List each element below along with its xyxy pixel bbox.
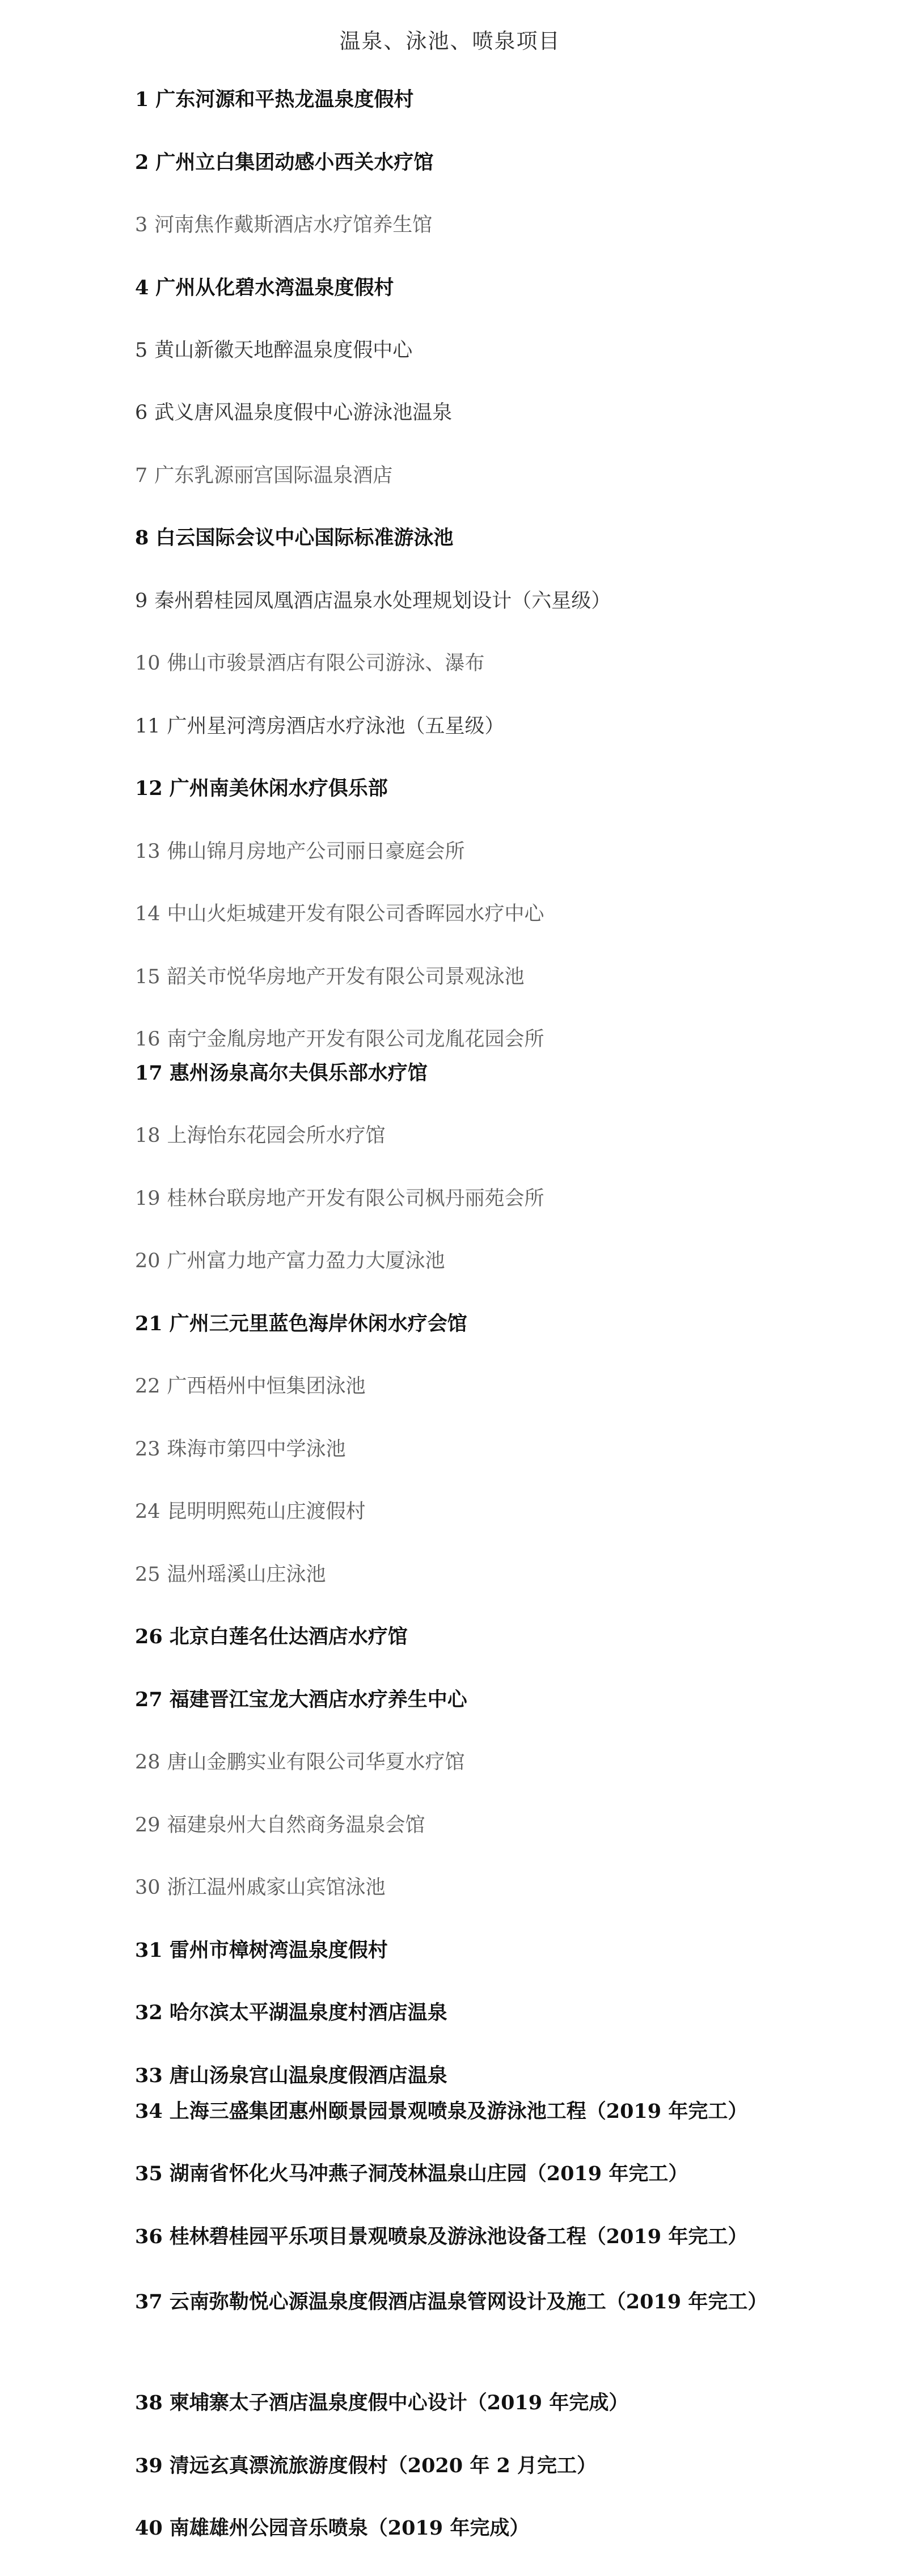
item-number: 12 xyxy=(135,777,163,800)
item-number: 17 xyxy=(135,1061,163,1085)
item-number: 2 xyxy=(135,151,149,174)
item-number: 26 xyxy=(135,1625,163,1648)
list-item xyxy=(135,1625,408,1649)
list-item xyxy=(135,401,452,425)
item-text: 唐山汤泉宫山温泉度假酒店温泉 xyxy=(169,2064,447,2087)
list-item xyxy=(135,1312,467,1336)
item-text: 白云国际会议中心国际标准游泳池 xyxy=(155,526,454,549)
item-text: 武义唐风温泉度假中心游泳池温泉 xyxy=(154,401,453,424)
list-item xyxy=(135,1813,425,1837)
list-item xyxy=(135,1187,544,1211)
item-text: 北京白莲名仕达酒店水疗馆 xyxy=(169,1625,408,1648)
page-title: 温泉、泳池、喷泉项目 xyxy=(339,29,561,53)
item-number: 20 xyxy=(135,1250,160,1272)
item-number: 33 xyxy=(135,2064,163,2087)
item-text: 柬埔寨太子酒店温泉度假中心设计（2019 年完成） xyxy=(169,2391,629,2414)
item-number: 36 xyxy=(135,2225,163,2248)
item-number: 28 xyxy=(135,1751,160,1774)
list-item xyxy=(135,777,388,801)
list-item xyxy=(135,526,453,550)
list-item xyxy=(135,2516,529,2540)
item-number: 15 xyxy=(135,966,160,988)
item-number: 22 xyxy=(135,1375,160,1398)
list-item xyxy=(135,2100,747,2124)
list-item xyxy=(135,2064,447,2088)
item-number: 9 xyxy=(135,590,148,612)
item-number: 35 xyxy=(135,2162,163,2185)
item-number: 32 xyxy=(135,2001,163,2024)
item-text: 温州瑶溪山庄泳池 xyxy=(167,1563,326,1586)
list-item xyxy=(135,589,611,613)
item-text: 河南焦作戴斯酒店水疗馆养生馆 xyxy=(154,214,433,236)
item-text: 黄山新徽天地醉温泉度假中心 xyxy=(154,339,413,362)
list-item xyxy=(135,652,485,675)
list-item xyxy=(135,1876,386,1900)
item-text: 佛山锦月房地产公司丽日豪庭会所 xyxy=(167,840,465,863)
item-text: 唐山金鹏实业有限公司华夏水疗馆 xyxy=(167,1751,465,1774)
list-item xyxy=(135,1688,467,1712)
list-item xyxy=(135,2391,628,2415)
item-number: 37 xyxy=(135,2290,163,2313)
item-number: 39 xyxy=(135,2454,163,2477)
item-text: 雷州市樟树湾温泉度假村 xyxy=(169,1939,388,1962)
item-text: 桂林碧桂园平乐项目景观喷泉及游泳池设备工程（2019 年完工） xyxy=(169,2225,748,2248)
list-item xyxy=(135,2162,688,2186)
item-text: 云南弥勒悦心源温泉度假酒店温泉管网设计及施工（2019 年完工） xyxy=(169,2290,768,2313)
list-item xyxy=(135,88,413,112)
item-text: 福建晋江宝龙大酒店水疗养生中心 xyxy=(169,1688,467,1711)
item-number: 25 xyxy=(135,1563,160,1586)
item-number: 8 xyxy=(135,526,149,549)
item-number: 18 xyxy=(135,1124,160,1147)
list-item xyxy=(135,1124,386,1148)
item-text: 浙江温州戚家山宾馆泳池 xyxy=(167,1876,386,1899)
item-number: 27 xyxy=(135,1688,163,1711)
item-text: 南宁金胤房地产开发有限公司龙胤花园会所 xyxy=(167,1028,544,1051)
item-number: 3 xyxy=(135,214,148,236)
item-text: 广西梧州中恒集团泳池 xyxy=(167,1375,366,1398)
item-number: 11 xyxy=(135,715,160,738)
list-item xyxy=(135,2001,447,2025)
item-number: 40 xyxy=(135,2516,163,2540)
list-item xyxy=(135,714,505,738)
item-number: 31 xyxy=(135,1939,163,1962)
list-item xyxy=(135,1249,445,1273)
item-text: 广州立白集团动感小西关水疗馆 xyxy=(155,151,434,174)
item-number: 34 xyxy=(135,2100,163,2123)
item-text: 清远玄真漂流旅游度假村（2020 年 2 月完工） xyxy=(169,2454,597,2477)
item-number: 7 xyxy=(135,464,148,487)
item-text: 珠海市第四中学泳池 xyxy=(167,1438,346,1461)
list-item xyxy=(135,2277,776,2327)
list-item xyxy=(135,1500,366,1524)
list-item xyxy=(135,1061,428,1085)
item-number: 16 xyxy=(135,1028,160,1051)
item-number: 1 xyxy=(135,88,149,111)
list-item xyxy=(135,1750,465,1774)
item-text: 昆明明熙苑山庄渡假村 xyxy=(167,1500,366,1523)
list-item xyxy=(135,339,412,362)
list-item xyxy=(135,2454,597,2478)
item-text: 广东乳源丽宫国际温泉酒店 xyxy=(154,464,393,487)
list-item xyxy=(135,464,392,488)
item-text: 湖南省怀化火马冲燕子洞茂林温泉山庄园（2019 年完工） xyxy=(169,2162,688,2185)
item-number: 6 xyxy=(135,401,148,424)
item-text: 中山火炬城建开发有限公司香晖园水疗中心 xyxy=(167,903,544,925)
item-number: 4 xyxy=(135,276,149,299)
item-text: 广东河源和平热龙温泉度假村 xyxy=(155,88,414,111)
item-text: 桂林台联房地产开发有限公司枫丹丽苑会所 xyxy=(167,1187,544,1210)
list-item xyxy=(135,902,544,926)
item-text: 佛山市骏景酒店有限公司游泳、瀑布 xyxy=(167,652,485,675)
list-item xyxy=(135,1437,346,1461)
item-text: 广州星河湾房酒店水疗泳池（五星级） xyxy=(167,715,505,738)
item-text: 广州从化碧水湾温泉度假村 xyxy=(155,276,394,299)
item-number: 30 xyxy=(135,1876,160,1899)
item-number: 24 xyxy=(135,1500,160,1523)
item-text: 韶关市悦华房地产开发有限公司景观泳池 xyxy=(167,966,525,988)
item-number: 21 xyxy=(135,1312,163,1335)
item-text: 哈尔滨太平湖温泉度村酒店温泉 xyxy=(169,2001,447,2024)
list-item xyxy=(135,965,525,989)
item-number: 29 xyxy=(135,1814,160,1837)
list-item xyxy=(135,840,465,864)
item-text: 广州南美休闲水疗俱乐部 xyxy=(169,777,388,800)
list-item xyxy=(135,276,394,300)
item-number: 23 xyxy=(135,1438,160,1461)
list-item xyxy=(135,1027,544,1051)
item-number: 5 xyxy=(135,339,148,362)
item-number: 19 xyxy=(135,1187,160,1210)
item-number: 38 xyxy=(135,2391,163,2414)
item-number: 10 xyxy=(135,652,160,675)
item-text: 南雄雄州公园音乐喷泉（2019 年完成） xyxy=(169,2516,530,2540)
item-text: 广州富力地产富力盈力大厦泳池 xyxy=(167,1250,445,1272)
list-item xyxy=(135,213,432,237)
item-text: 秦州碧桂园凤凰酒店温泉水处理规划设计（六星级） xyxy=(154,590,611,612)
item-text: 福建泉州大自然商务温泉会馆 xyxy=(167,1814,425,1837)
item-text: 惠州汤泉高尔夫俱乐部水疗馆 xyxy=(169,1061,428,1085)
list-item xyxy=(135,1374,366,1398)
list-item xyxy=(135,1939,388,1962)
item-text: 上海三盛集团惠州颐景园景观喷泉及游泳池工程（2019 年完工） xyxy=(169,2100,748,2123)
list-item xyxy=(135,1563,326,1587)
item-number: 13 xyxy=(135,840,160,863)
list-item xyxy=(135,2225,747,2249)
item-text: 广州三元里蓝色海岸休闲水疗会馆 xyxy=(169,1312,467,1335)
item-number: 14 xyxy=(135,903,160,925)
list-item xyxy=(135,151,433,175)
item-text: 上海怡东花园会所水疗馆 xyxy=(167,1124,386,1147)
